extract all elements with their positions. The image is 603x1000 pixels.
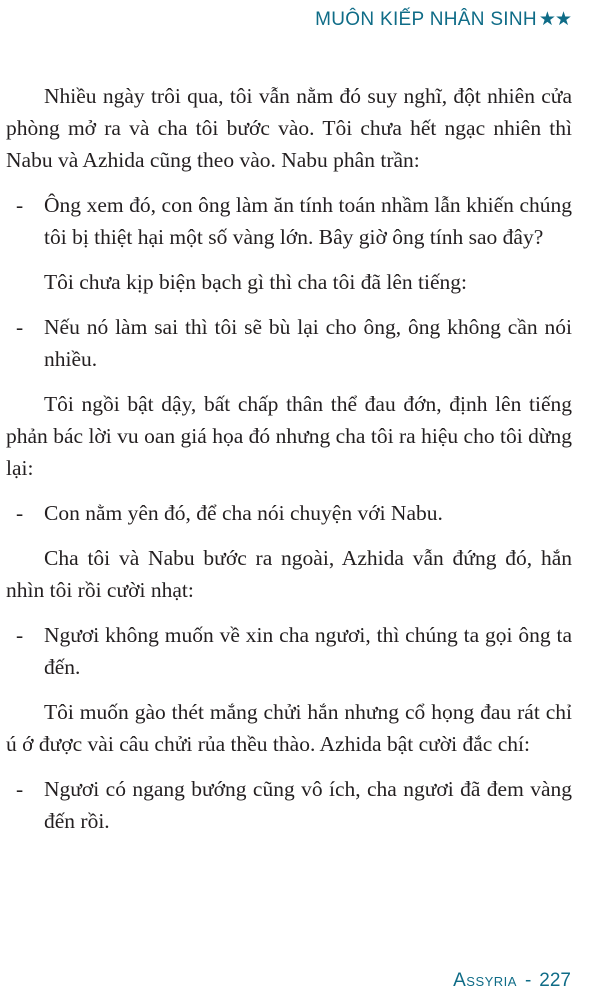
dialogue-line [6,311,572,375]
dialogue-line [6,773,572,837]
dialogue-text: Ngươi không muốn về xin cha ngươi, thì chúng ta gọi ông ta đến. [44,623,572,679]
dialogue-text: Con nằm yên đó, để cha nói chuyện với Nabu. [44,501,443,525]
star-icons: ★★ [538,9,571,30]
running-footer [453,970,571,992]
dialogue-line [6,619,572,683]
paragraph: Nhiều ngày trôi qua, tôi vẫn nằm đó suy nghĩ, đột nhiên cửa phòng mở ra và cha tôi bước vào. Tôi chưa hết ngạc nhiên thì Nabu và Azhida cũng theo vào. Nabu phân trần: [6,84,572,172]
paragraph: Tôi chưa kịp biện bạch gì thì cha tôi đã lên tiếng: [44,270,468,294]
dialogue-dash: - [16,777,24,801]
page-number: 227 [539,970,571,991]
dialogue-dash: - [16,315,24,339]
paragraph: Tôi muốn gào thét mắng chửi hắn nhưng cổ họng đau rát chỉ ú ớ được vài câu chửi rủa thều thào. Azhida bật cười đắc chí: [6,700,572,756]
dialogue-text: Ngươi có ngang bướng cũng vô ích, cha ngươi đã đem vàng đến rồi. [44,777,572,833]
dialogue-text: Ông xem đó, con ông làm ăn tính toán nhầm lẫn khiến chúng tôi bị thiệt hại một số vàng lớn. Bây giờ ông tính sao đây? [44,193,572,249]
section-title: Assyria [453,970,517,991]
dialogue-dash: - [16,501,24,525]
dialogue-dash: - [16,193,24,217]
book-title: MUÔN KIẾP NHÂN SINH [315,9,537,30]
page-body [6,80,572,850]
dialogue-text: Nếu nó làm sai thì tôi sẽ bù lại cho ông, ông không cần nói nhiều. [44,315,572,371]
footer-separator: - [524,970,532,991]
dialogue-dash: - [16,623,24,647]
running-header [315,8,571,31]
dialogue-line [6,189,572,253]
paragraph: Cha tôi và Nabu bước ra ngoài, Azhida vẫn đứng đó, hắn nhìn tôi rồi cười nhạt: [6,546,572,602]
dialogue-line [6,497,572,529]
paragraph: Tôi ngồi bật dậy, bất chấp thân thể đau đớn, định lên tiếng phản bác lời vu oan giá họa đó nhưng cha tôi ra hiệu cho tôi dừng lại: [6,392,572,480]
